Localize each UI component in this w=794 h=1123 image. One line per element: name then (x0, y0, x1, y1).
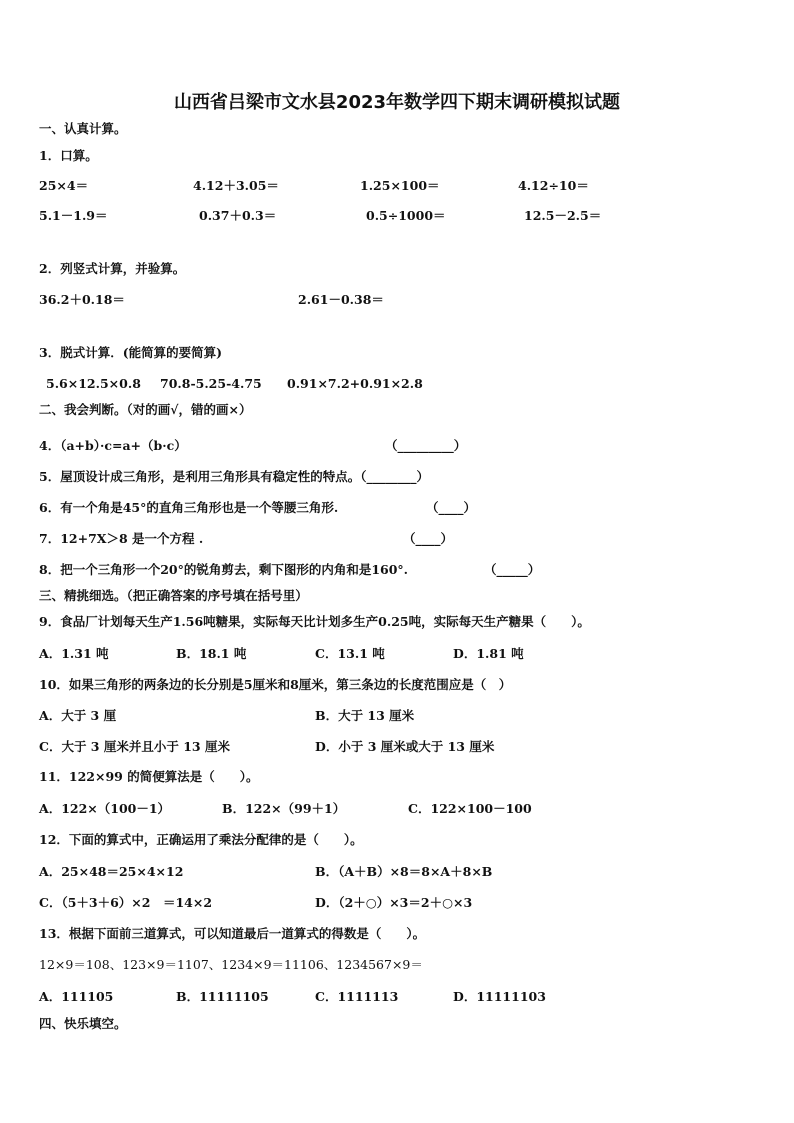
answer-blank: （____） (426, 500, 477, 515)
choice-option: C．大于 3 厘米并且小于 13 厘米 (39, 739, 230, 754)
section-heading-3: 三、精挑细选。（把正确答案的序号填在括号里） (39, 588, 308, 603)
choice-option: A．122×（100－1） (39, 801, 171, 816)
choice-option: C．13.1 吨 (315, 646, 385, 661)
vertical-calc-item: 36.2＋0.18＝ (39, 292, 125, 307)
judgement-item: 4．（a+b）·c=a+（b·c） (39, 438, 187, 453)
section-heading-4: 四、快乐填空。 (39, 1016, 127, 1031)
choice-option: A．大于 3 厘 (39, 708, 117, 723)
question-label-1: 1．口算。 (39, 148, 98, 163)
choice-option: B．18.1 吨 (176, 646, 247, 661)
oral-calc-item: 4.12÷10＝ (518, 178, 589, 193)
choice-option: C．（5＋3＋6）×2 ＝14×2 (39, 895, 213, 910)
choice-option: A．111105 (39, 989, 114, 1004)
choice-question-10: 10．如果三角形的两条边的长分别是5厘米和8厘米，第三条边的长度范围应是（ ） (39, 677, 512, 692)
judgement-item: 8．把一个三角形一个20°的锐角剪去，剩下图形的内角和是160°. (39, 562, 409, 577)
choice-option: D．小于 3 厘米或大于 13 厘米 (315, 739, 495, 754)
choice-option: A．25×48＝25×4×12 (39, 864, 184, 879)
oral-calc-item: 5.1－1.9＝ (39, 208, 108, 223)
choice-option: C．122×100－100 (408, 801, 532, 816)
judgement-item: 5．屋顶设计成三角形，是利用三角形具有稳定性的特点。（________） (39, 469, 429, 484)
judgement-item: 6．有一个角是45°的直角三角形也是一个等腰三角形. (39, 500, 339, 515)
step-calc-item: 0.91×7.2+0.91×2.8 (287, 376, 423, 391)
answer-blank: （_____） (484, 562, 541, 577)
page-title: 山西省吕梁市文水县2023年数学四下期末调研模拟试题 (173, 92, 621, 113)
choice-option: B．（A＋B）×8＝8×A＋8×B (315, 864, 493, 879)
question-label-3: 3．脱式计算．(能简算的要简算) (39, 345, 223, 360)
oral-calc-item: 1.25×100＝ (360, 178, 440, 193)
answer-blank: （____） (403, 531, 454, 546)
choice-option: B．122×（99＋1） (222, 801, 346, 816)
section-heading-2: 二、我会判断。（对的画√，错的画×） (39, 402, 252, 417)
choice-option: B．11111105 (176, 989, 269, 1004)
choice-option: A．1.31 吨 (39, 646, 109, 661)
question-label-2: 2．列竖式计算，并验算。 (39, 261, 186, 276)
choice-option: D．11111103 (453, 989, 546, 1004)
section-heading-1: 一、认真计算。 (39, 121, 127, 136)
step-calc-item: 70.8-5.25-4.75 (160, 376, 262, 391)
choice-option: D．（2＋○）×3＝2＋○×3 (315, 895, 473, 910)
oral-calc-item: 12.5－2.5＝ (524, 208, 602, 223)
choice-question-13: 13．根据下面前三道算式，可以知道最后一道算式的得数是（ ）。 (39, 926, 426, 941)
answer-blank: （_________） (385, 438, 467, 453)
choice-question-12: 12．下面的算式中，正确运用了乘法分配律的是（ ）。 (39, 832, 363, 847)
oral-calc-item: 0.5÷1000＝ (366, 208, 446, 223)
equation-sequence: 12×9＝108、123×9＝1107、1234×9＝11106、1234567×9＝ (39, 957, 423, 972)
choice-question-9: 9．食品厂计划每天生产1.56吨糖果，实际每天比计划多生产0.25吨，实际每天生产糖果（ ）。 (39, 614, 590, 629)
oral-calc-item: 25×4＝ (39, 178, 89, 193)
oral-calc-item: 4.12＋3.05＝ (193, 178, 279, 193)
choice-option: C．1111113 (315, 989, 399, 1004)
oral-calc-item: 0.37＋0.3＝ (199, 208, 277, 223)
judgement-item: 7．12+7X＞8 是一个方程 . (39, 531, 204, 546)
choice-option: D．1.81 吨 (453, 646, 524, 661)
vertical-calc-item: 2.61－0.38＝ (298, 292, 384, 307)
choice-question-11: 11．122×99 的简便算法是（ ）。 (39, 769, 259, 784)
step-calc-item: 5.6×12.5×0.8 (46, 376, 141, 391)
choice-option: B．大于 13 厘米 (315, 708, 415, 723)
